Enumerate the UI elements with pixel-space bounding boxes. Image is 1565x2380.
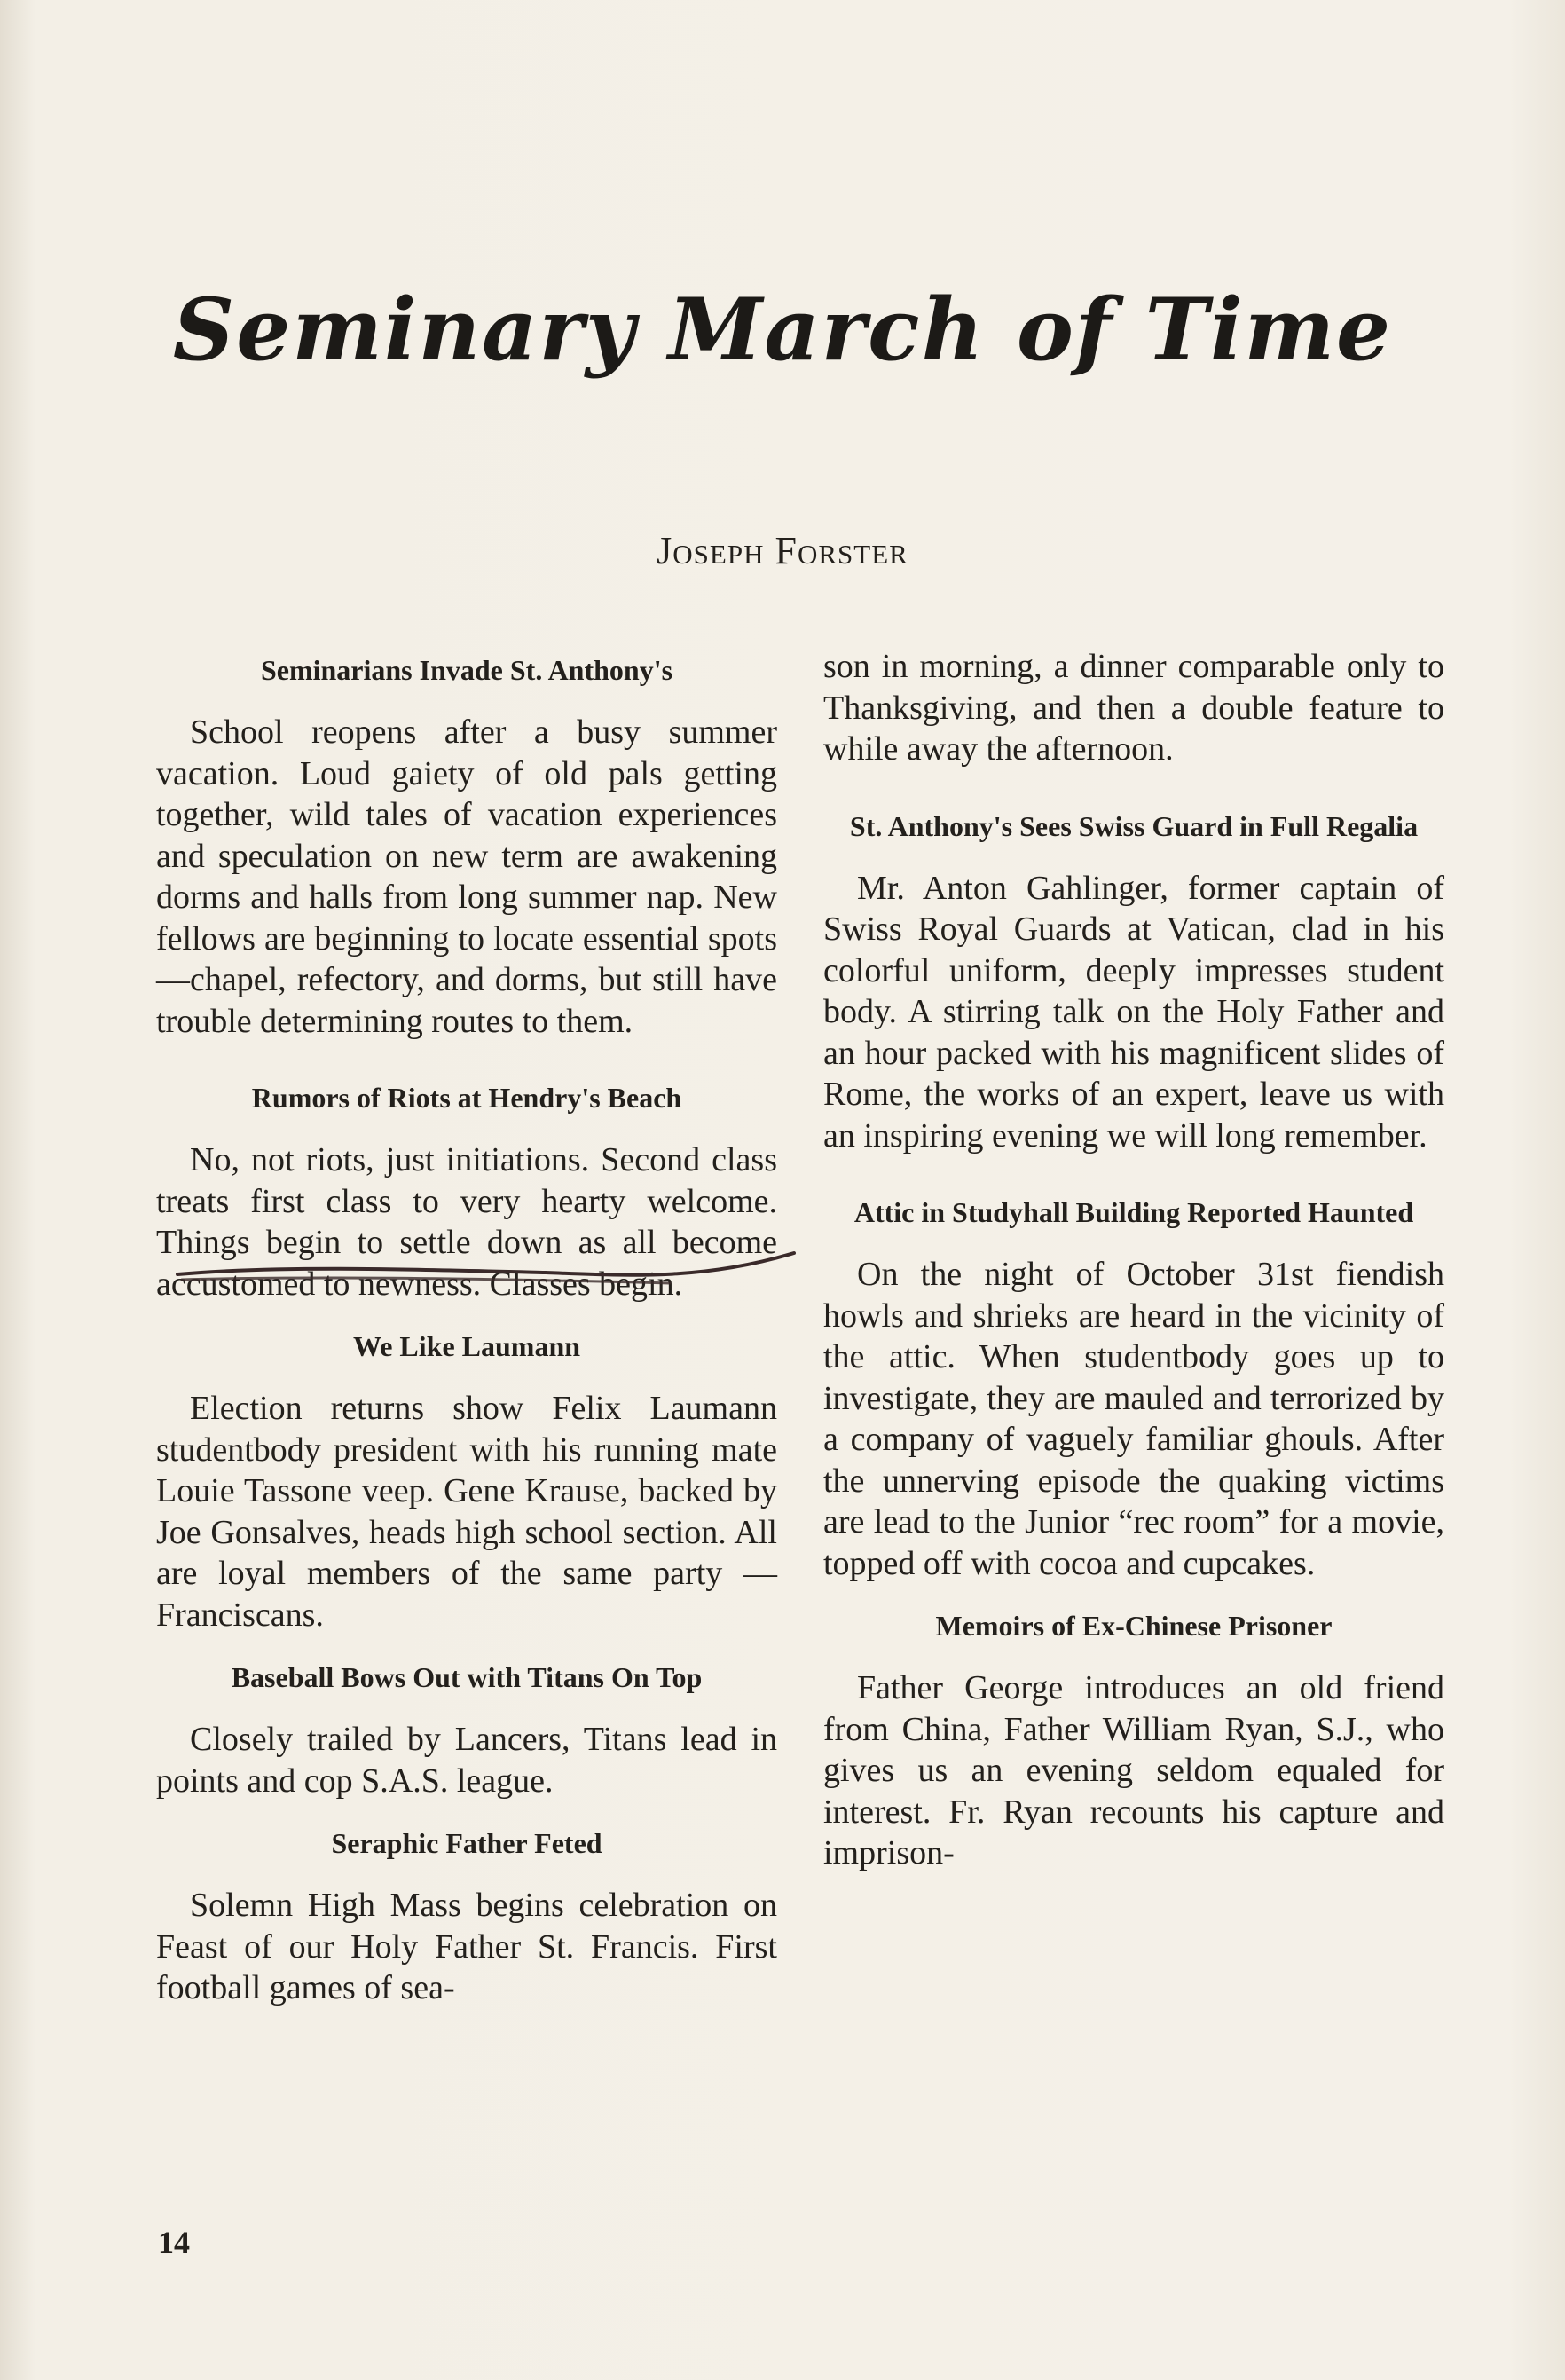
section-text: Father George introduces an old friend from China, Father William Ryan, S.J., who gives us an evening seldom equaled for interest. Fr. Ryan recounts his capture and imprison- — [823, 1669, 1444, 1872]
section-text: Solemn High Mass begins celebration on Feast of our Holy Father St. Francis. First football games of sea- — [156, 1887, 777, 2006]
section-text: On the night of October 31st fiendish howls and shrieks are heard in the vicinity of the attic. When studentbody goes up to investigate, they are mauled and terrorized by a company of vaguely familiar ghouls. After the unnerving episode the quaking victims are lead to the Junior “rec room” for a movie, topped off with cocoa and cupcakes. — [823, 1256, 1444, 1582]
section-heading: Seminarians Invade St. Anthony's — [260, 654, 673, 686]
section-heading: St. Anthony's Sees Swiss Guard in Full Regalia — [849, 809, 1419, 842]
section-heading: Seraphic Father Feted — [331, 1827, 602, 1859]
left-column — [156, 646, 777, 2009]
section-heading: Baseball Bows Out with Titans On Top — [231, 1661, 703, 1693]
page-number: 14 — [158, 2225, 190, 2260]
section-text: School reopens after a busy summer vacation. Loud gaiety of old pals getting together, wild tales of vacation experiences and speculation on new term are awakening dorms and halls from long summer nap. New fellows are beginning to locate essential spots —chapel, refectory, and dorms, but still have trouble determining routes to them. — [156, 713, 777, 1040]
section-text: Closely trailed by Lancers, Titans lead in points and cop S.A.S. league. — [156, 1721, 777, 1800]
right-column — [823, 646, 1444, 1874]
article-title: Seminary March of Time — [172, 280, 1393, 380]
section-text: No, not riots, just initiations. Second class treats first class to very hearty welcome. Things begin to settle down as all become accustomed to newness. Classes begin. — [156, 1141, 777, 1303]
pen-strike-mark — [173, 1249, 812, 1303]
section-heading: Attic in Studyhall Building Reported Haunted — [853, 1196, 1414, 1228]
section-text: Election returns show Felix Laumann studentbody president with his running mate Louie Tassone veep. Gene Krause, backed by Joe Gonsalves, heads high school section. All are loyal members of the same party — Franciscans. — [156, 1390, 777, 1634]
section-text: son in morning, a dinner comparable only to Thanksgiving, and then a double feature to while away the afternoon. — [823, 648, 1444, 768]
author-byline: Joseph Forster — [657, 529, 908, 572]
section-heading: Rumors of Riots at Hendry's Beach — [251, 1082, 682, 1114]
section-heading: We Like Laumann — [352, 1330, 581, 1362]
section-text: Mr. Anton Gahlinger, former captain of Swiss Royal Guards at Vatican, clad in his colorful uniform, deeply impresses student body. A stirring talk on the Holy Father and an hour packed with his magnificent slides of Rome, the works of an expert, leave us with an inspiring evening we will long remember. — [823, 869, 1444, 1155]
section-heading: Memoirs of Ex-Chinese Prisoner — [935, 1610, 1333, 1642]
